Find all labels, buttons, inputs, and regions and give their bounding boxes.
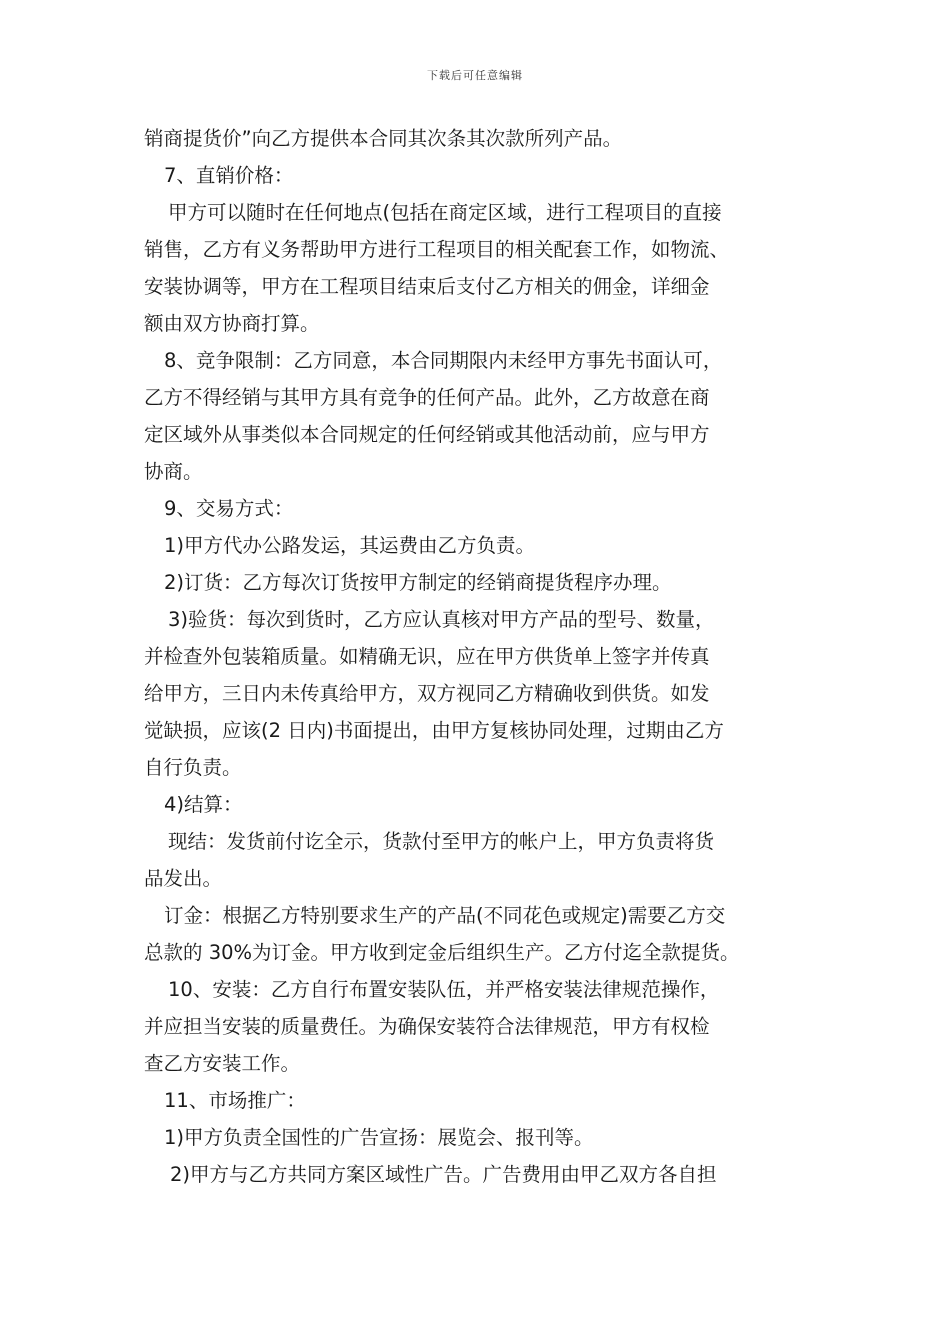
text-line: 4)结算：	[164, 793, 243, 816]
text-line: 并应担当安装的质量费任。为确保安装符合法律规范，甲方有权检	[144, 1015, 710, 1038]
text-line: 觉缺损，应该(2 日内)书面提出，由甲方复核协同处理，过期由乙方	[144, 719, 724, 742]
text-line: 10、安装：乙方自行布置安装队伍，并严格安装法律规范操作，	[168, 978, 720, 1001]
text-line: 乙方不得经销与其甲方具有竞争的任何产品。此外，乙方故意在商	[144, 386, 710, 409]
text-line: 现结：发货前付讫全示，货款付至甲方的帐户上，甲方负责将货	[168, 830, 715, 853]
text-line: 订金：根据乙方特别要求生产的产品(不同花色或规定)需要乙方交	[164, 904, 726, 927]
text-line: 定区域外从事类似本合同规定的任何经销或其他活动前，应与甲方	[144, 423, 710, 446]
header-note: 下载后可任意编辑	[427, 69, 523, 82]
text-line: 2)订货：乙方每次订货按甲方制定的经销商提货程序办理。	[164, 571, 672, 594]
text-line: 品发出。	[144, 867, 223, 890]
text-line: 甲方可以随时在任何地点(包括在商定区域，进行工程项目的直接	[168, 201, 722, 224]
text-line: 2)甲方与乙方共同方案区域性广告。广告费用由甲乙双方各自担	[170, 1163, 717, 1186]
text-line: 1)甲方代办公路发运，其运费由乙方负责。	[164, 534, 536, 557]
text-line: 安装协调等，甲方在工程项目结束后支付乙方相关的佣金，详细金	[144, 275, 710, 298]
text-line: 9、交易方式：	[164, 497, 294, 520]
text-line: 额由双方协商打算。	[144, 312, 320, 335]
text-line: 销售，乙方有义务帮助甲方进行工程项目的相关配套工作，如物流、	[144, 238, 730, 261]
text-line: 总款的 30%为订金。甲方收到定金后组织生产。乙方付迄全款提货。	[144, 941, 740, 964]
text-line: 7、直销价格：	[164, 164, 294, 187]
text-line: 查乙方安装工作。	[144, 1052, 301, 1075]
document-body	[144, 120, 808, 1193]
text-line: 自行负责。	[144, 756, 242, 779]
text-line: 8、竞争限制：乙方同意，本合同期限内未经甲方事先书面认可，	[164, 349, 723, 372]
text-line: 3)验货：每次到货时，乙方应认真核对甲方产品的型号、数量，	[168, 608, 715, 631]
text-line: 1)甲方负责全国性的广告宣扬：展览会、报刊等。	[164, 1126, 594, 1149]
text-line: 给甲方，三日内未传真给甲方，双方视同乙方精确收到供货。如发	[144, 682, 710, 705]
text-line: 协商。	[144, 460, 203, 483]
text-line: 11、市场推广：	[164, 1089, 306, 1112]
text-line: 并检查外包装箱质量。如精确无识，应在甲方供货单上签字并传真	[144, 645, 710, 668]
text-line: 销商提货价”向乙方提供本合同其次条其次款所列产品。	[144, 127, 623, 150]
